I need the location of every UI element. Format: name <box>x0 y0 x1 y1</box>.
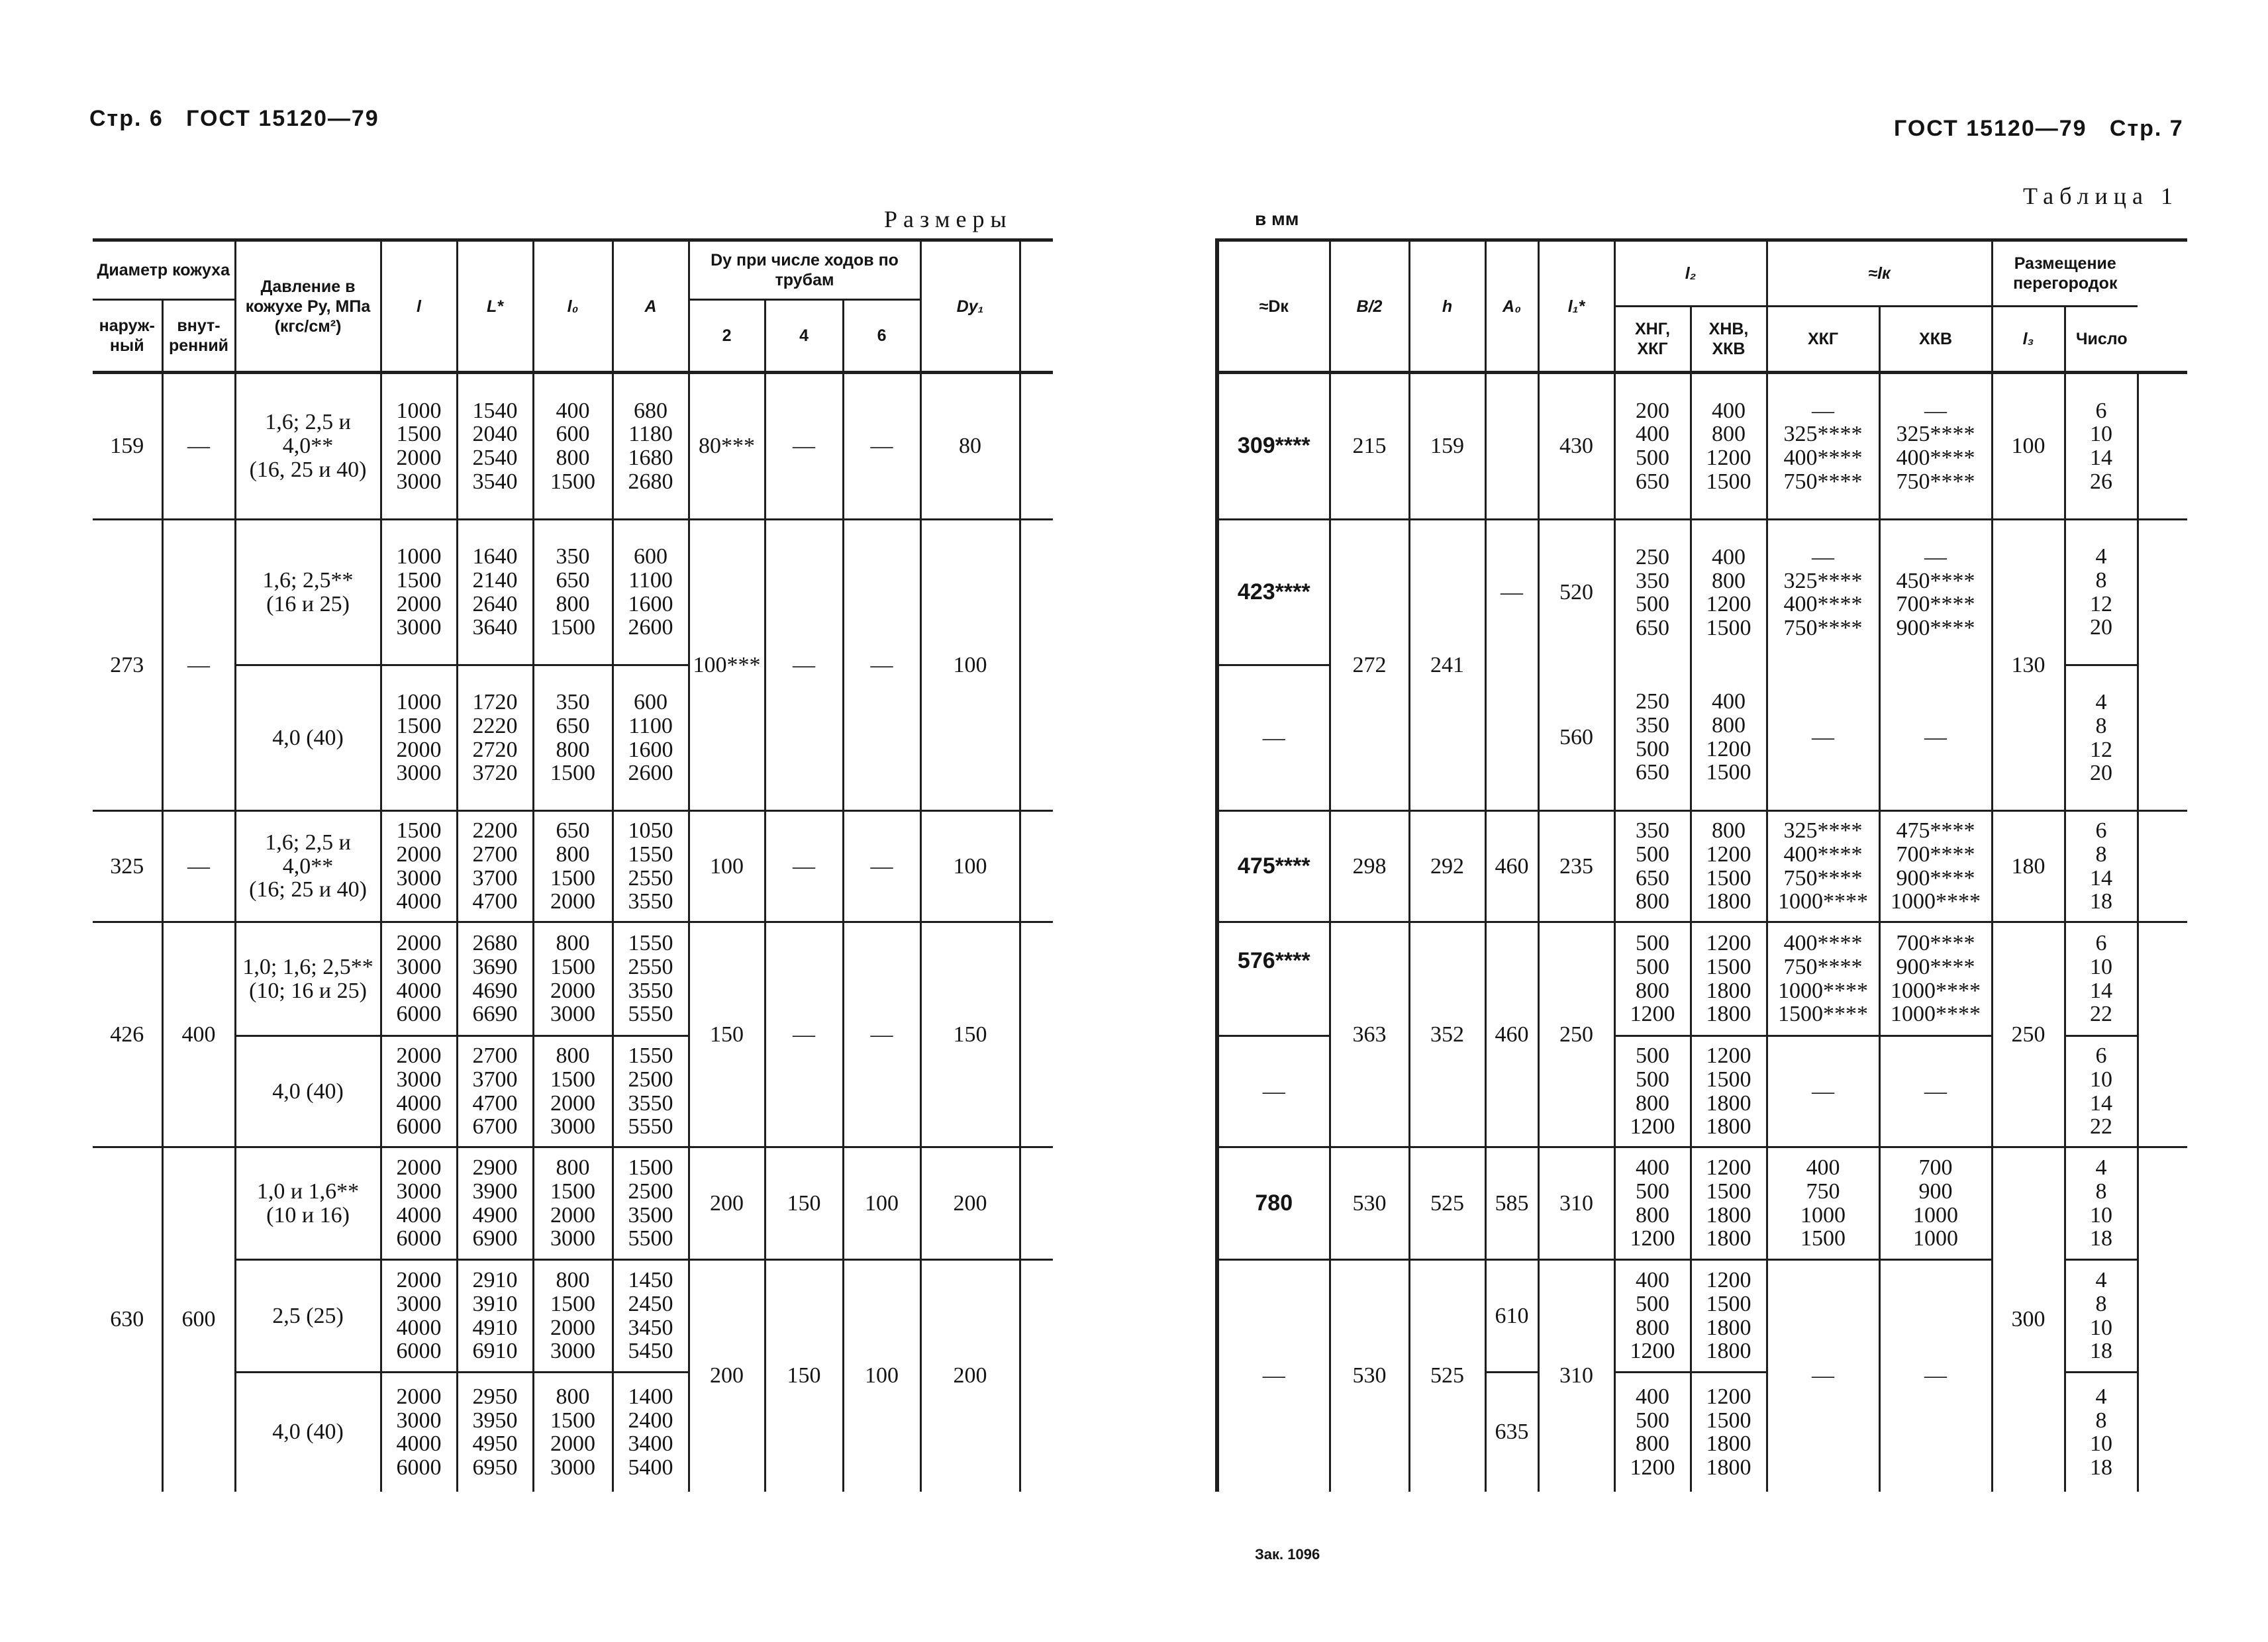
header-inner: внут-ренний <box>162 300 235 373</box>
table-row: 325 — 1,6; 2,5 и 4,0** (16; 25 и 40) 1500 2000 3000 4000 2200 2700 3700 4700 650 800 1500 2000 1050 1550 2550 3550 100 — — 100 <box>93 811 1053 922</box>
table-row: 635 400 500 800 1200 1200 1500 1800 1800 4 8 10 18 <box>1217 1373 2187 1492</box>
table-row: 273 — 1,6; 2,5** (16 и 25) 1000 1500 2000 3000 1640 2140 2640 3640 350 650 800 1500 600 1100 1600 2600 100*** — — 100 <box>93 520 1053 665</box>
table-row: — 530 525 610 310 400 500 800 1200 1200 1500 1800 1800 — — 4 8 10 18 <box>1217 1260 2187 1373</box>
header-lk: ≈lк <box>1767 240 1992 307</box>
table-label: Таблица 1 <box>2023 183 2179 209</box>
table-row: 426 400 1,0; 1,6; 2,5** (10; 16 и 25) 2000 3000 4000 6000 2680 3690 4690 6690 800 1500 2000 3000 1550 2550 3550 5550 150 — — 150 <box>93 922 1053 1036</box>
header-dy1: Dу₁ <box>920 240 1020 373</box>
table-row: 780 530 525 585 310 400 500 800 1200 1200 1500 1800 1800 400 750 1000 1500 700 900 1000 1000 300 4 8 10 18 <box>1217 1147 2187 1260</box>
header-l0: l₀ <box>533 240 613 373</box>
header-baffles: Размещение перегородок <box>1992 240 2138 307</box>
table-row: 423**** 272 241 — 520 250 350 500 650 400 800 1200 1500 — 325**** 400**** 750**** — 450**** 700**** 900**** 130 4 8 12 20 <box>1217 520 2187 665</box>
header-l3: l₃ <box>1992 307 2065 373</box>
left-page-header <box>89 106 379 132</box>
table-row: — 500 500 800 1200 1200 1500 1800 1800 — — 6 10 14 22 <box>1217 1036 2187 1147</box>
right-page-header <box>1894 116 2184 142</box>
header-h: h <box>1409 240 1485 373</box>
header-p6: 6 <box>843 300 920 373</box>
left-page-number: Стр. 6 <box>89 106 164 131</box>
table-row: — 560 250 350 500 650 400 800 1200 1500 — — 4 8 12 20 <box>1217 665 2187 811</box>
table-row: 576**** 363 352 460 250 500 500 800 1200 1200 1500 1800 1800 400**** 750**** 1000**** 1500**** 700**** 900**** 1000**** 1000**** 250 6 10 14 22 <box>1217 922 2187 1036</box>
table-row: 309**** 215 159 430 200 400 500 650 400 800 1200 1500 — 325**** 400**** 750**** — 325**** 400**** 750**** 100 6 10 14 26 <box>1217 373 2187 520</box>
header-lk-xkv: ХКВ <box>1879 307 1992 373</box>
header-l2: l₂ <box>1614 240 1767 307</box>
table-row: 4,0 (40) 1000 1500 2000 3000 1720 2220 2720 3720 350 650 800 1500 600 1100 1600 2600 <box>93 665 1053 811</box>
header-A: A <box>613 240 689 373</box>
table-row: 630 600 1,0 и 1,6** (10 и 16) 2000 3000 4000 6000 2900 3900 4900 6900 800 1500 2000 3000 1500 2500 3500 5500 200 150 100 200 <box>93 1147 1053 1260</box>
header-a0: A₀ <box>1485 240 1538 373</box>
header-outer: наруж-ный <box>99 316 155 355</box>
table-row: 475**** 298 292 460 235 350 500 650 800 800 1200 1500 1800 325**** 400**** 750**** 1000**** 475**** 700**** 900**** 1000**** 180 6 8 14 18 <box>1217 811 2187 922</box>
header-l1: l₁* <box>1538 240 1614 373</box>
header-count: Число <box>2065 307 2138 373</box>
right-standard: ГОСТ 15120—79 <box>1894 116 2087 141</box>
left-dimensions-table <box>93 238 1053 1492</box>
right-page-number: Стр. 7 <box>2109 116 2184 141</box>
header-lk-xkg: ХКГ <box>1767 307 1879 373</box>
header-dy-passes: Dу при числе ходов по трубам <box>689 240 920 300</box>
table-row: 159 — 1,6; 2,5 и 4,0** (16, 25 и 40) 1000 1500 2000 3000 1540 2040 2540 3540 400 600 800 1500 680 1180 1680 2680 80*** — — 80 <box>93 373 1053 520</box>
table-row: 4,0 (40) 2000 3000 4000 6000 2700 3700 4700 6700 800 1500 2000 3000 1550 2500 3550 5550 <box>93 1036 1053 1147</box>
table-row: 2,5 (25) 2000 3000 4000 6000 2910 3910 4910 6910 800 1500 2000 3000 1450 2450 3450 5450 200 150 100 200 <box>93 1260 1053 1373</box>
dimensions-caption: Размеры <box>884 206 1012 232</box>
footer-order-number: Зак. 1096 <box>1255 1546 1320 1563</box>
header-l2-xng: ХНГ, ХКГ <box>1614 307 1691 373</box>
header-p2: 2 <box>689 300 765 373</box>
header-dk: ≈Dк <box>1217 240 1330 373</box>
header-diameter: Диаметр кожуха <box>93 240 235 300</box>
header-b2: B/2 <box>1330 240 1409 373</box>
table-row: 4,0 (40) 2000 3000 4000 6000 2950 3950 4950 6950 800 1500 2000 3000 1400 2400 3400 5400 <box>93 1373 1053 1492</box>
header-L: L* <box>457 240 533 373</box>
left-standard: ГОСТ 15120—79 <box>186 106 379 131</box>
units-label: в мм <box>1255 209 1299 229</box>
right-dimensions-table <box>1215 238 2187 1492</box>
header-l: l <box>381 240 457 373</box>
header-l2-xnv: ХНВ, ХКВ <box>1691 307 1767 373</box>
header-p4: 4 <box>765 300 843 373</box>
header-pressure: Давление в кожухе Pу, МПа (кгс/см²) <box>235 240 381 373</box>
